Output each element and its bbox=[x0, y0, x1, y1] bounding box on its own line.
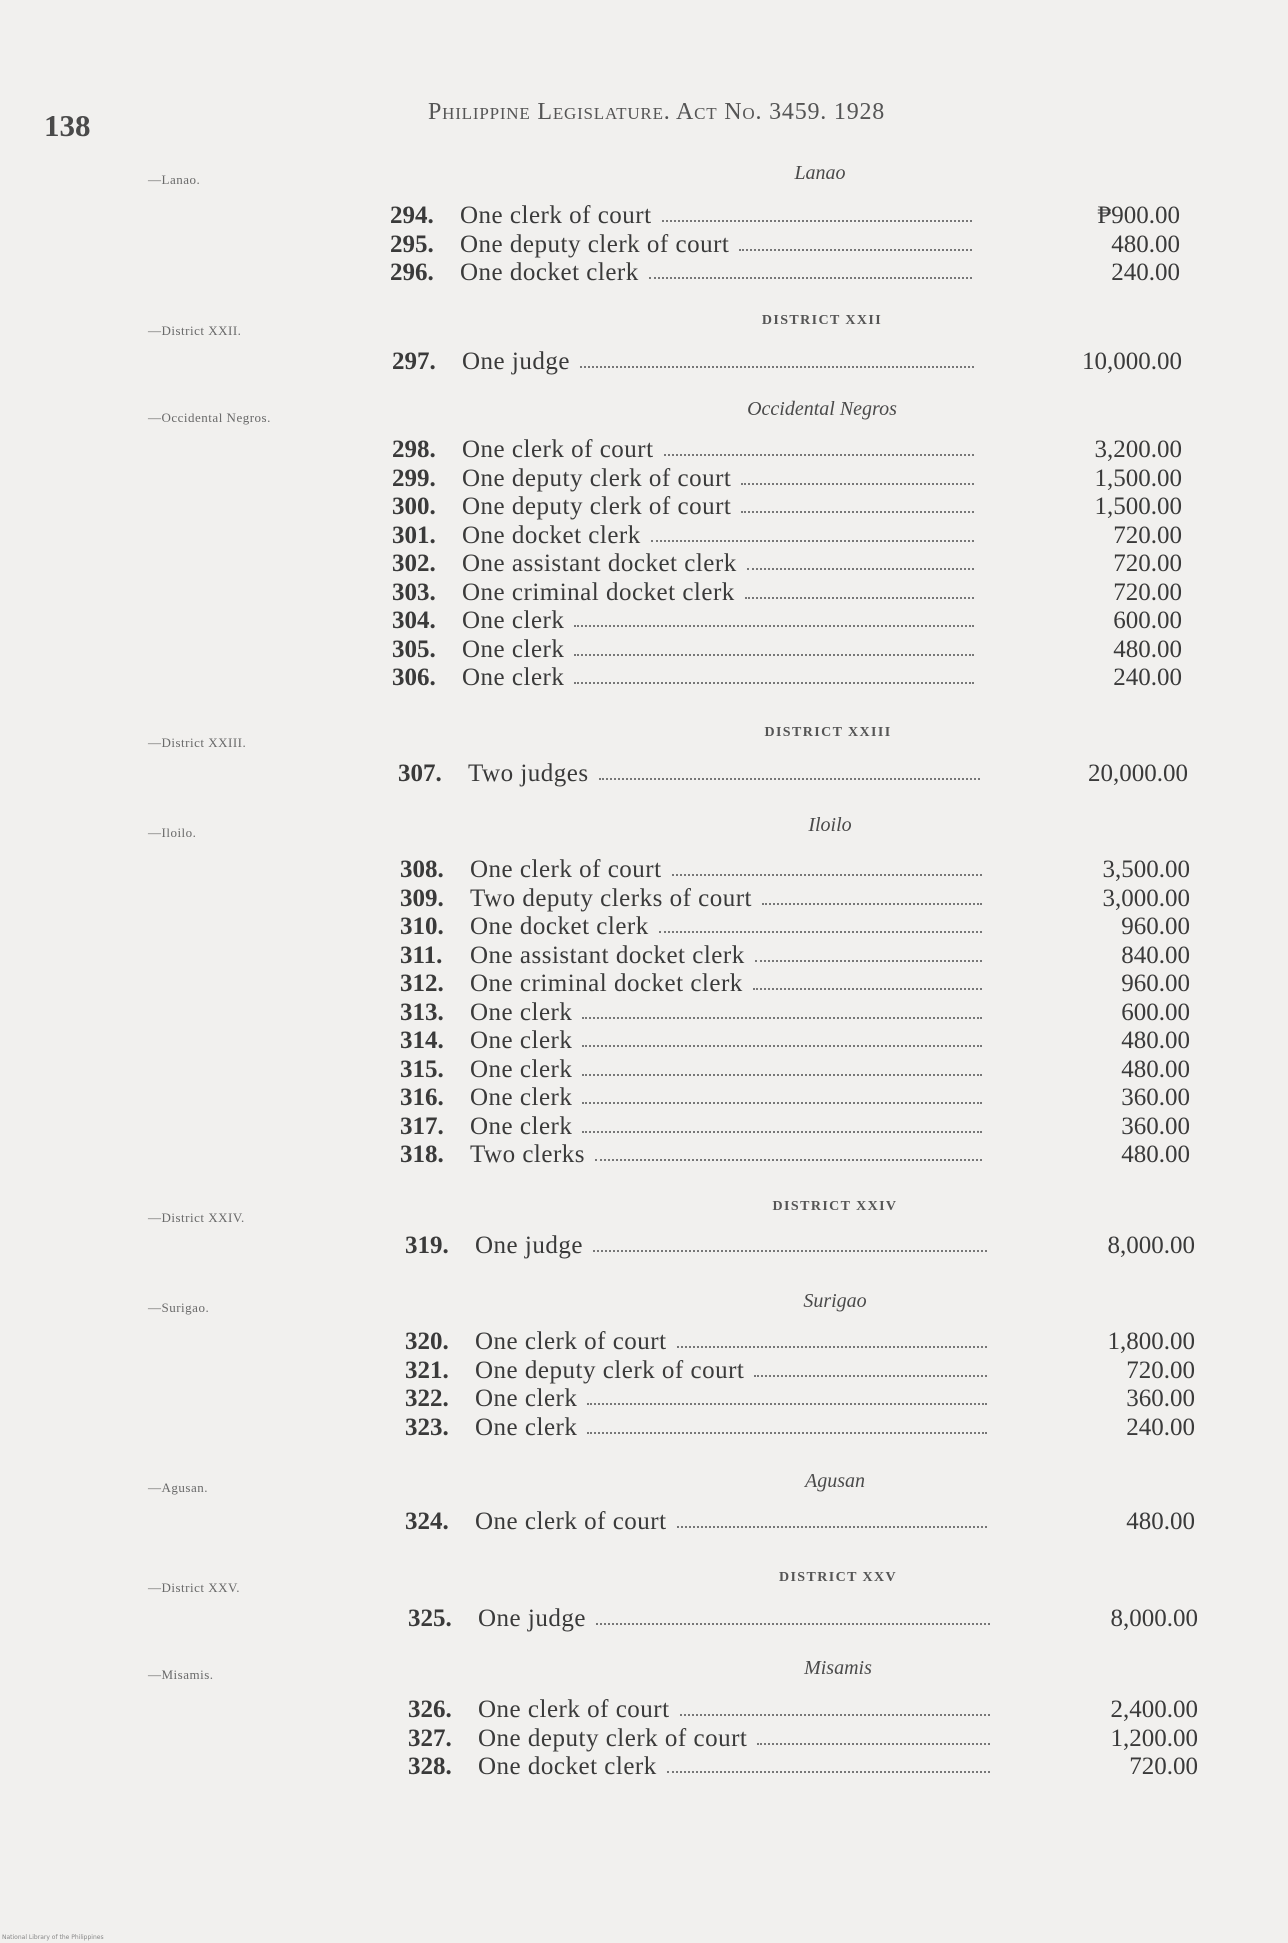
item-number: 314. bbox=[400, 1027, 444, 1054]
line-item bbox=[400, 970, 1190, 998]
margin-note: —Lanao. bbox=[148, 172, 201, 187]
dot-leader bbox=[754, 1375, 987, 1377]
dot-leader bbox=[677, 1526, 987, 1528]
item-description: One docket clerk bbox=[462, 521, 641, 549]
line-item bbox=[392, 436, 1182, 464]
item-amount: 840.00 bbox=[1121, 941, 1190, 969]
item-amount: 720.00 bbox=[1129, 1753, 1198, 1780]
item-description: One deputy clerk of court bbox=[460, 230, 730, 258]
item-amount: 240.00 bbox=[1113, 664, 1182, 691]
item-amount: 8,000.00 bbox=[1110, 1605, 1198, 1632]
item-amount: 600.00 bbox=[1113, 607, 1182, 634]
dot-leader bbox=[745, 597, 974, 599]
dot-leader bbox=[741, 483, 974, 485]
page-number: 138 bbox=[44, 108, 91, 143]
dot-leader bbox=[757, 1743, 990, 1745]
item-number: 297. bbox=[392, 348, 436, 375]
item-description: One clerk of court bbox=[475, 1508, 667, 1535]
item-number: 316. bbox=[400, 1084, 444, 1111]
line-item bbox=[408, 1725, 1198, 1753]
running-head: Philippine Legislature. Act No. 3459. 1928 bbox=[428, 99, 886, 125]
item-number: 321. bbox=[405, 1356, 449, 1384]
item-amount: 480.00 bbox=[1126, 1508, 1195, 1535]
line-item bbox=[392, 493, 1182, 521]
margin-note: —Iloilo. bbox=[148, 825, 197, 840]
item-amount: 2,400.00 bbox=[1110, 1696, 1198, 1723]
item-description: One clerk bbox=[470, 1112, 573, 1140]
item-amount: 1,800.00 bbox=[1107, 1328, 1195, 1355]
section-heading: Occidental Negros bbox=[747, 398, 897, 420]
margin-note: —District XXIII. bbox=[148, 735, 247, 750]
item-description: One assistant docket clerk bbox=[462, 550, 737, 577]
dot-leader bbox=[739, 249, 972, 251]
item-amount: 720.00 bbox=[1113, 521, 1182, 549]
item-number: 296. bbox=[390, 259, 434, 286]
section-heading: DISTRICT XXIII bbox=[764, 725, 892, 740]
dot-leader bbox=[659, 931, 982, 933]
margin-note: —Misamis. bbox=[148, 1667, 214, 1682]
line-item bbox=[392, 465, 1182, 493]
margin-note: —District XXII. bbox=[148, 323, 242, 338]
dot-leader bbox=[664, 454, 974, 456]
item-amount: 240.00 bbox=[1111, 259, 1180, 286]
item-description: One clerk of court bbox=[470, 856, 662, 883]
item-amount: 10,000.00 bbox=[1082, 348, 1182, 375]
item-number: 311. bbox=[400, 941, 443, 969]
line-item bbox=[408, 1605, 1198, 1633]
footer-credit: National Library of the Philippines bbox=[2, 1934, 104, 1941]
item-description: One clerk bbox=[475, 1385, 578, 1412]
item-number: 328. bbox=[408, 1753, 452, 1780]
section-heading: Iloilo bbox=[808, 814, 852, 836]
dot-leader bbox=[753, 988, 982, 990]
item-number: 294. bbox=[390, 202, 434, 229]
item-number: 308. bbox=[400, 856, 444, 883]
line-item bbox=[405, 1328, 1195, 1356]
dot-leader bbox=[672, 874, 982, 876]
item-description: One criminal docket clerk bbox=[462, 578, 735, 606]
item-description: One deputy clerk of court bbox=[475, 1356, 745, 1384]
line-item bbox=[390, 202, 1180, 230]
item-amount: 1,500.00 bbox=[1094, 464, 1182, 492]
item-description: One assistant docket clerk bbox=[470, 941, 745, 969]
line-item bbox=[392, 664, 1182, 692]
item-number: 318. bbox=[400, 1141, 444, 1168]
item-number: 304. bbox=[392, 607, 436, 634]
item-amount: 8,000.00 bbox=[1107, 1232, 1195, 1259]
item-description: Two deputy clerks of court bbox=[470, 884, 753, 912]
item-description: Two clerks bbox=[470, 1141, 586, 1168]
line-item bbox=[392, 636, 1182, 664]
item-description: One clerk of court bbox=[478, 1696, 670, 1723]
item-amount: 3,200.00 bbox=[1094, 436, 1182, 463]
line-item bbox=[400, 942, 1190, 970]
item-number: 324. bbox=[405, 1508, 449, 1535]
line-item bbox=[400, 1084, 1190, 1112]
item-description: One docket clerk bbox=[470, 913, 649, 940]
dot-leader bbox=[599, 778, 980, 780]
dot-leader bbox=[680, 1714, 990, 1716]
item-number: 313. bbox=[400, 998, 444, 1026]
item-amount: 1,200.00 bbox=[1110, 1724, 1198, 1752]
item-number: 319. bbox=[405, 1232, 449, 1259]
line-item bbox=[405, 1385, 1195, 1413]
item-number: 303. bbox=[392, 578, 436, 606]
item-description: One clerk bbox=[462, 635, 565, 663]
item-description: One clerk bbox=[470, 1055, 573, 1083]
dot-leader bbox=[747, 568, 974, 570]
dot-leader bbox=[651, 540, 974, 542]
dot-leader bbox=[755, 960, 982, 962]
line-item bbox=[400, 999, 1190, 1027]
item-number: 307. bbox=[398, 760, 442, 787]
item-amount: 20,000.00 bbox=[1088, 760, 1188, 787]
dot-leader bbox=[741, 511, 974, 513]
line-item bbox=[400, 1113, 1190, 1141]
item-number: 322. bbox=[405, 1385, 449, 1412]
item-number: 301. bbox=[392, 521, 436, 549]
item-number: 302. bbox=[392, 550, 436, 577]
item-description: One docket clerk bbox=[478, 1753, 657, 1780]
item-amount: 960.00 bbox=[1121, 970, 1190, 997]
line-item bbox=[392, 607, 1182, 635]
item-number: 295. bbox=[390, 230, 434, 258]
margin-note: —Surigao. bbox=[148, 1300, 210, 1315]
line-item bbox=[392, 348, 1182, 376]
item-description: One judge bbox=[475, 1232, 583, 1259]
item-amount: 360.00 bbox=[1121, 1084, 1190, 1111]
item-amount: 3,000.00 bbox=[1102, 884, 1190, 912]
dot-leader bbox=[582, 1131, 982, 1133]
line-item bbox=[400, 1027, 1190, 1055]
item-number: 299. bbox=[392, 464, 436, 492]
item-description: One criminal docket clerk bbox=[470, 970, 743, 997]
section-heading: DISTRICT XXV bbox=[778, 1570, 898, 1585]
item-description: One clerk bbox=[470, 998, 573, 1026]
item-description: One clerk of court bbox=[460, 202, 652, 229]
item-description: One judge bbox=[478, 1605, 586, 1632]
line-item bbox=[392, 550, 1182, 578]
line-item bbox=[400, 1141, 1190, 1169]
section-heading: Lanao bbox=[794, 162, 846, 184]
item-number: 317. bbox=[400, 1112, 444, 1140]
item-description: One docket clerk bbox=[460, 259, 639, 286]
dot-leader bbox=[667, 1771, 990, 1773]
item-amount: 480.00 bbox=[1121, 1055, 1190, 1083]
item-description: One clerk bbox=[462, 607, 565, 634]
section-heading: Agusan bbox=[805, 1470, 865, 1492]
item-amount: 480.00 bbox=[1121, 1027, 1190, 1054]
item-description: One judge bbox=[462, 348, 570, 375]
line-item bbox=[405, 1357, 1195, 1385]
section-heading: Surigao bbox=[803, 1290, 867, 1312]
dot-leader bbox=[596, 1623, 990, 1625]
margin-note: —District XXV. bbox=[148, 1580, 240, 1595]
item-number: 326. bbox=[408, 1696, 452, 1723]
item-description: One clerk of court bbox=[475, 1328, 667, 1355]
dot-leader bbox=[582, 1102, 982, 1104]
section-heading: DISTRICT XXIV bbox=[772, 1199, 898, 1214]
dot-leader bbox=[593, 1250, 987, 1252]
line-item bbox=[408, 1696, 1198, 1724]
item-description: Two judges bbox=[468, 760, 589, 787]
dot-leader bbox=[587, 1432, 987, 1434]
margin-note: —Agusan. bbox=[148, 1480, 208, 1495]
item-amount: 480.00 bbox=[1111, 230, 1180, 258]
dot-leader bbox=[574, 654, 974, 656]
item-number: 312. bbox=[400, 970, 444, 997]
item-amount: 1,500.00 bbox=[1094, 493, 1182, 520]
line-item bbox=[400, 856, 1190, 884]
item-description: One deputy clerk of court bbox=[462, 493, 732, 520]
dot-leader bbox=[649, 277, 972, 279]
dot-leader bbox=[662, 220, 972, 222]
item-number: 309. bbox=[400, 884, 444, 912]
line-item bbox=[392, 579, 1182, 607]
dot-leader bbox=[582, 1017, 982, 1019]
line-item bbox=[400, 885, 1190, 913]
item-number: 305. bbox=[392, 635, 436, 663]
item-number: 310. bbox=[400, 913, 444, 940]
item-description: One clerk bbox=[470, 1084, 573, 1111]
line-item bbox=[405, 1232, 1195, 1260]
item-number: 320. bbox=[405, 1328, 449, 1355]
item-description: One deputy clerk of court bbox=[462, 464, 732, 492]
item-description: One clerk bbox=[462, 664, 565, 691]
item-number: 306. bbox=[392, 664, 436, 691]
item-amount: 3,500.00 bbox=[1102, 856, 1190, 883]
line-item bbox=[400, 1056, 1190, 1084]
line-item bbox=[405, 1414, 1195, 1442]
item-number: 315. bbox=[400, 1055, 444, 1083]
dot-leader bbox=[595, 1159, 982, 1161]
margin-note: —District XXIV. bbox=[148, 1210, 245, 1225]
dot-leader bbox=[574, 682, 974, 684]
item-amount: 960.00 bbox=[1121, 913, 1190, 940]
item-amount: 480.00 bbox=[1113, 635, 1182, 663]
line-item bbox=[405, 1508, 1195, 1536]
line-item bbox=[408, 1753, 1198, 1781]
item-number: 300. bbox=[392, 493, 436, 520]
dot-leader bbox=[762, 903, 982, 905]
item-description: One deputy clerk of court bbox=[478, 1724, 748, 1752]
line-item bbox=[390, 259, 1180, 287]
item-number: 325. bbox=[408, 1605, 452, 1632]
item-amount: 720.00 bbox=[1113, 550, 1182, 577]
item-amount: 720.00 bbox=[1113, 578, 1182, 606]
item-amount: 360.00 bbox=[1126, 1385, 1195, 1412]
item-amount: 480.00 bbox=[1121, 1141, 1190, 1168]
item-amount: 360.00 bbox=[1121, 1112, 1190, 1140]
section-heading: Misamis bbox=[804, 1657, 872, 1679]
item-amount: 240.00 bbox=[1126, 1413, 1195, 1441]
line-item bbox=[398, 760, 1188, 788]
dot-leader bbox=[677, 1346, 987, 1348]
dot-leader bbox=[587, 1403, 987, 1405]
line-item bbox=[400, 913, 1190, 941]
item-description: One clerk bbox=[470, 1027, 573, 1054]
dot-leader bbox=[574, 625, 974, 627]
section-heading: DISTRICT XXII bbox=[761, 313, 883, 328]
item-amount: ₱900.00 bbox=[1097, 202, 1180, 229]
line-item bbox=[390, 231, 1180, 259]
item-description: One clerk bbox=[475, 1413, 578, 1441]
item-number: 323. bbox=[405, 1413, 449, 1441]
item-amount: 720.00 bbox=[1126, 1356, 1195, 1384]
dot-leader bbox=[580, 366, 974, 368]
dot-leader bbox=[582, 1074, 982, 1076]
item-number: 327. bbox=[408, 1724, 452, 1752]
line-item bbox=[392, 522, 1182, 550]
item-number: 298. bbox=[392, 436, 436, 463]
margin-note: —Occidental Negros. bbox=[148, 410, 271, 425]
item-amount: 600.00 bbox=[1121, 998, 1190, 1026]
item-description: One clerk of court bbox=[462, 436, 654, 463]
dot-leader bbox=[582, 1045, 982, 1047]
